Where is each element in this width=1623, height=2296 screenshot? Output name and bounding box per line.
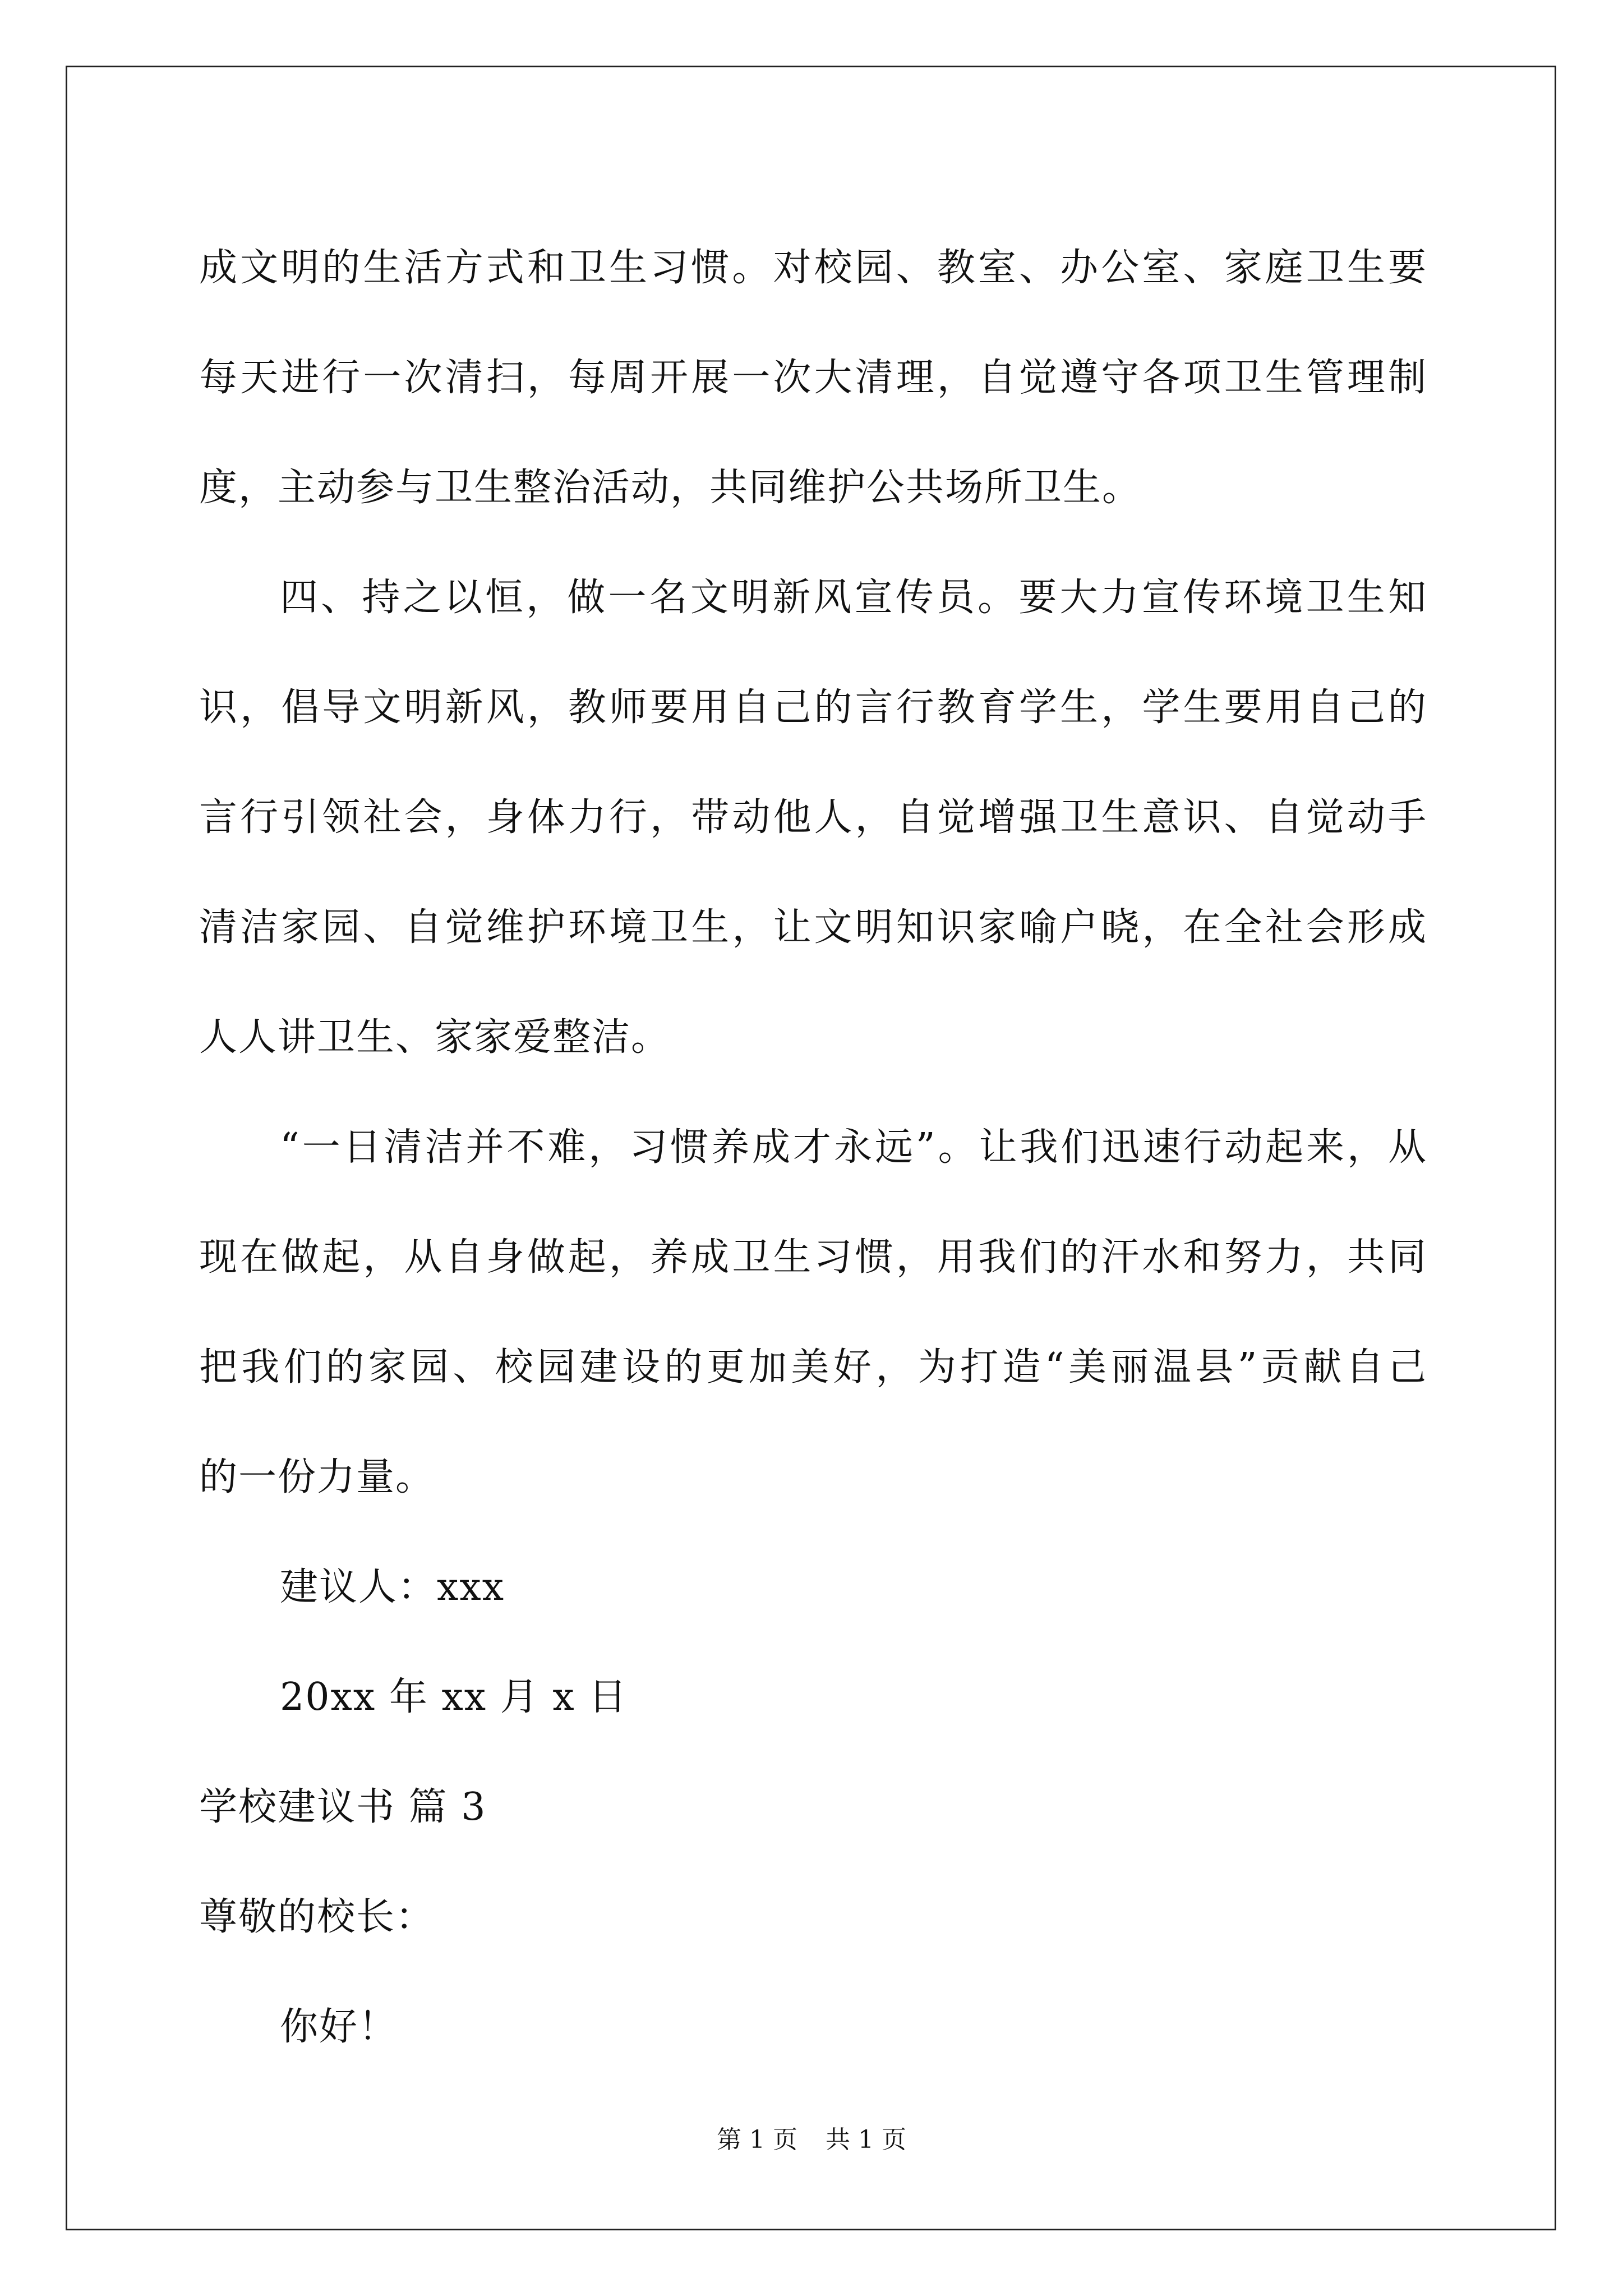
signer-line: 建议人：xxx [280,1565,505,1609]
page-number: 第 1 页 [717,2125,797,2154]
salutation: 尊敬的校长： [199,1895,435,1939]
text-line: 的一份力量。 [199,1455,435,1499]
page-footer [0,2123,1623,2157]
text-line: 成文明的生活方式和卫生习惯。对校园、教室、办公室、家庭卫生要 [199,246,1427,290]
text-line: 度，主动参与卫生整治活动，共同维护公共场所卫生。 [199,466,1142,510]
text-line: 现在做起，从自身做起，养成卫生习惯，用我们的汗水和努力，共同 [199,1235,1427,1280]
date-line: 20xx 年 xx 月 x 日 [280,1675,628,1719]
paragraph-start: “一日清洁并不难，习惯养成才永远”。让我们迅速行动起来，从 [280,1125,1427,1170]
text-line: 识，倡导文明新风，教师要用自己的言行教育学生，学生要用自己的 [199,685,1427,730]
text-line: 把我们的家园、校园建设的更加美好，为打造“美丽温县”贡献自己 [199,1345,1427,1389]
greeting: 你好！ [280,2005,398,2049]
paragraph-start: 四、持之以恒，做一名文明新风宣传员。要大力宣传环境卫生知 [280,576,1427,620]
text-line: 清洁家园、自觉维护环境卫生，让文明知识家喻户晓，在全社会形成 [199,905,1427,950]
text-line: 言行引领社会，身体力行，带动他人，自觉增强卫生意识、自觉动手 [199,795,1427,840]
page-total: 共 1 页 [826,2125,906,2154]
text-line: 每天进行一次清扫，每周开展一次大清理，自觉遵守各项卫生管理制 [199,356,1427,400]
text-line: 人人讲卫生、家家爱整洁。 [199,1015,671,1060]
document-body [199,213,1427,2082]
section-heading: 学校建议书 篇 3 [199,1785,487,1829]
